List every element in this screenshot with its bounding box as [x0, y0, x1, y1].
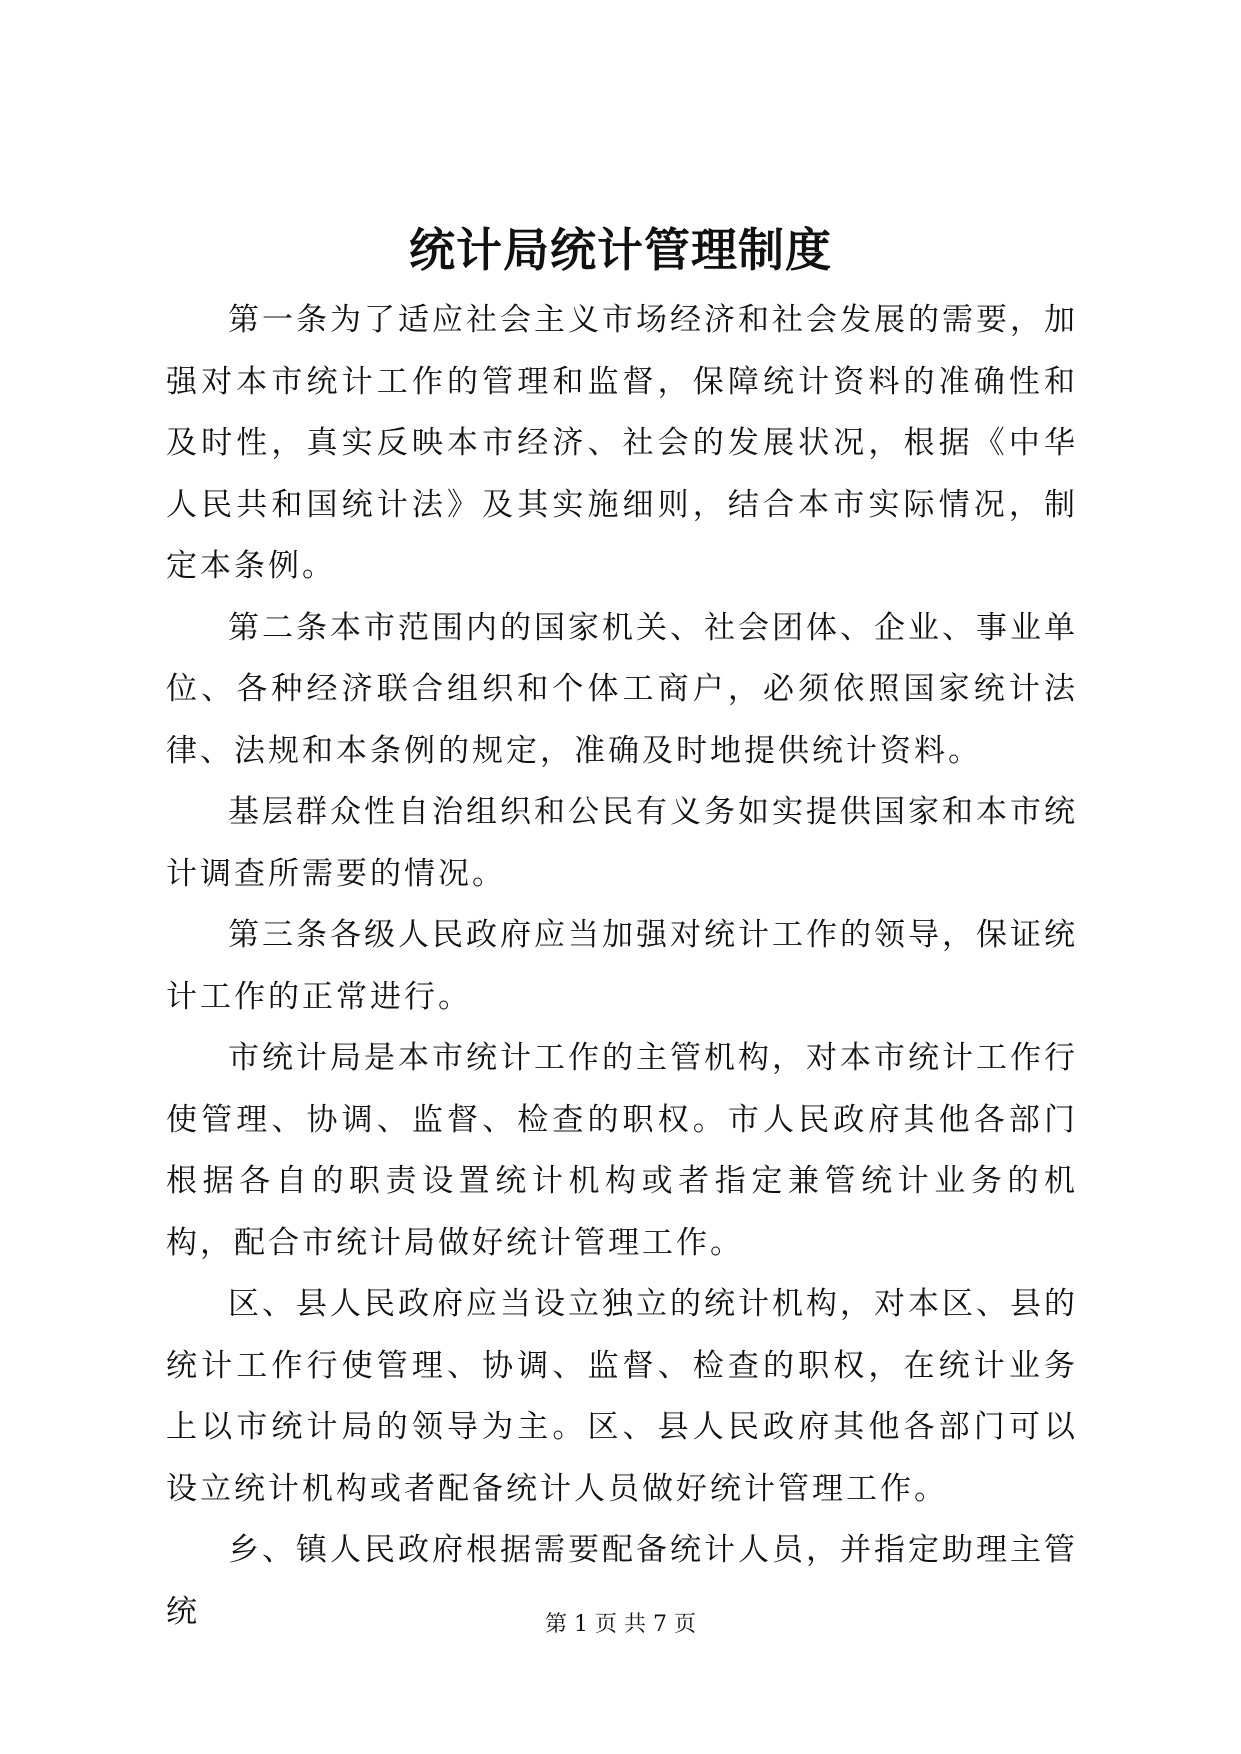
document-body [166, 290, 1078, 1643]
page-footer [0, 1610, 1241, 1640]
paragraph-township: 乡、镇人民政府根据需要配备统计人员，并指定助理主管统 [166, 1532, 1078, 1630]
document-title: 统计局统计管理制度 [409, 223, 832, 277]
paragraph-article-2: 第二条本市范围内的国家机关、社会团体、企业、事业单位、各种经济联合组织和个体工商户，必须依照国家统计法律、法规和本条例的规定，准确及时地提供统计资料。 [166, 609, 1078, 769]
paragraph-article-1: 第一条为了适应社会主义市场经济和社会发展的需要，加强对本市统计工作的管理和监督，保障统计资料的准确性和及时性，真实反映本市经济、社会的发展状况，根据《中华人民共和国统计法》及其实施细则，结合本市实际情况，制定本条例。 [166, 302, 1078, 584]
paragraph-city-bureau: 市统计局是本市统计工作的主管机构，对本市统计工作行使管理、协调、监督、检查的职权。市人民政府其他各部门根据各自的职责设置统计机构或者指定兼管统计业务的机构，配合市统计局做好统计管理工作。 [166, 1040, 1078, 1261]
paragraph-article-3: 第三条各级人民政府应当加强对统计工作的领导，保证统计工作的正常进行。 [166, 917, 1078, 1015]
page-number-label: 第 1 页 共 7 页 [545, 1612, 696, 1637]
paragraph-grassroots-obligation: 基层群众性自治组织和公民有义务如实提供国家和本市统计调查所需要的情况。 [166, 794, 1078, 892]
paragraph-district-county: 区、县人民政府应当设立独立的统计机构，对本区、县的统计工作行使管理、协调、监督、检查的职权，在统计业务上以市统计局的领导为主。区、县人民政府其他各部门可以设立统计机构或者配备统计人员做好统计管理工作。 [166, 1286, 1078, 1507]
